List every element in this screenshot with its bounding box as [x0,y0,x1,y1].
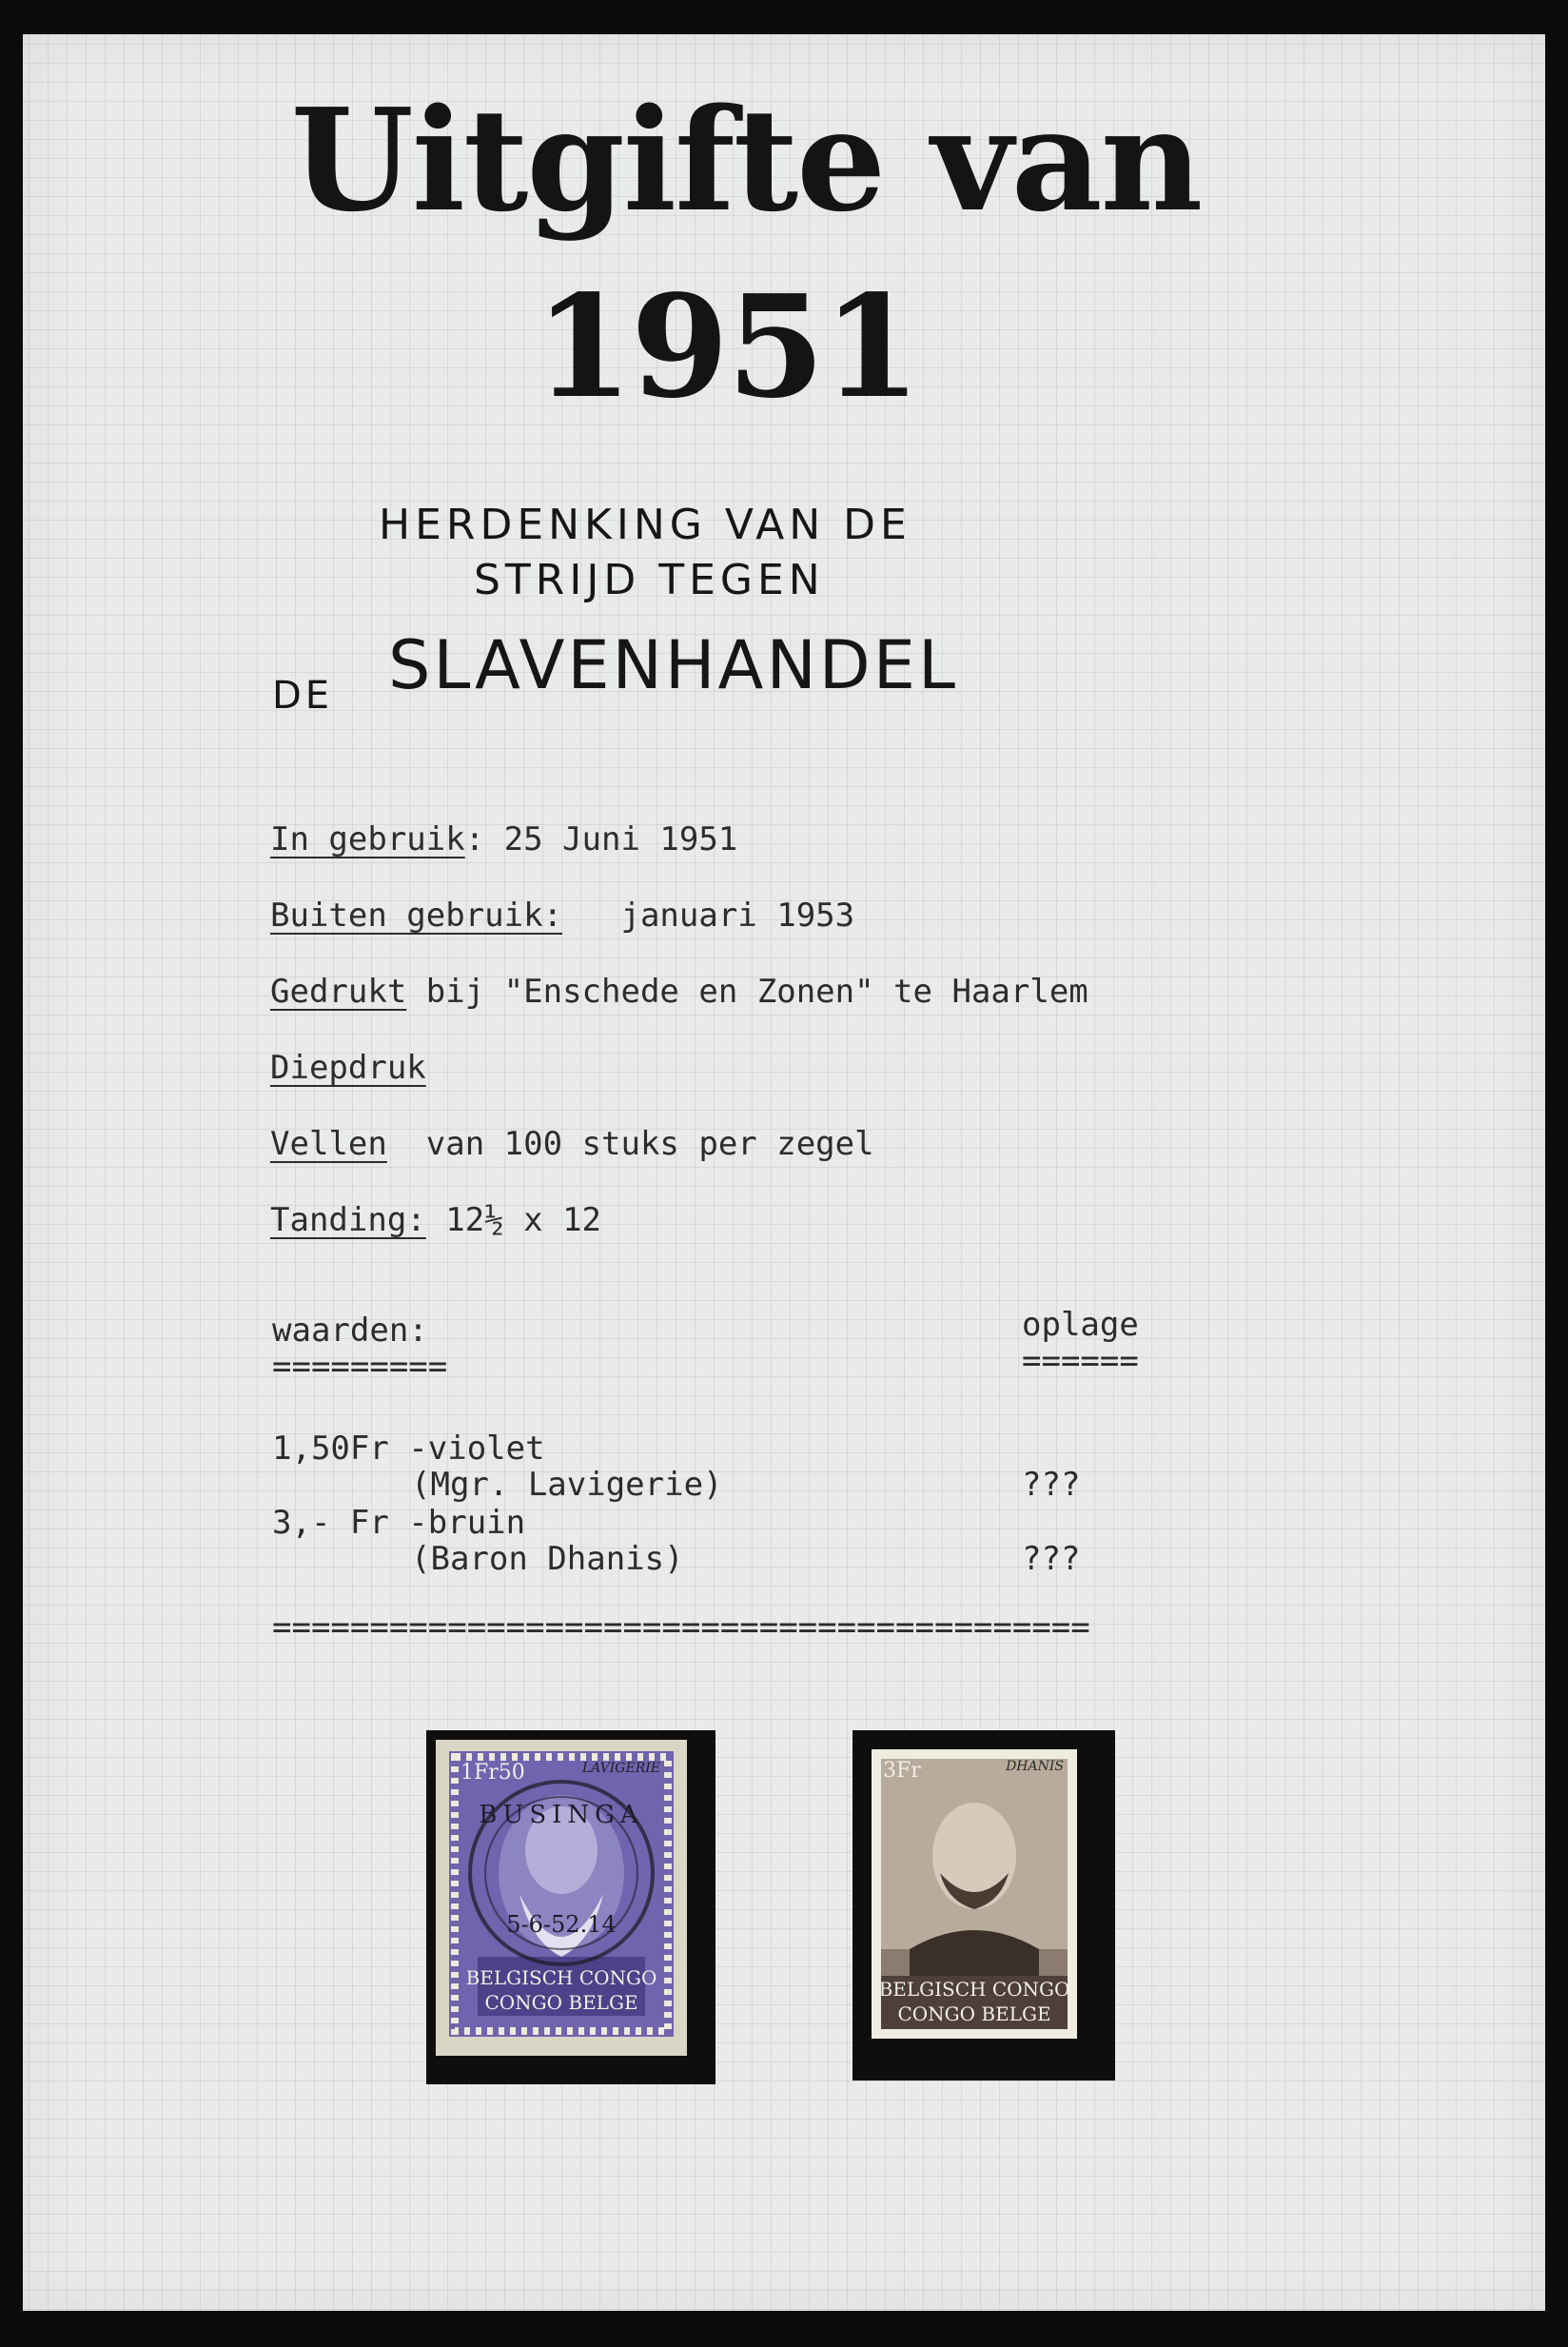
values-header-underline: ========= [272,1348,448,1386]
stamp-dhanis [872,1749,1077,2039]
postmark-town: BUSINGA [479,1801,644,1829]
value-row-2-oplage: ??? [1022,1540,1081,1578]
stamp-denomination: 1Fr50 [461,1761,525,1785]
detail-label: Vellen [270,1125,387,1163]
detail-label: Gedrukt [270,973,407,1011]
detail-value: van 100 stuks per zegel [425,1125,874,1163]
album-page [23,34,1545,2311]
detail-label: Tanding: [270,1201,426,1239]
stamp-mount-dhanis [853,1730,1115,2081]
value-row-1-subject: (Mgr. Lavigerie) [411,1466,723,1504]
section-divider: ========================================== [272,1608,1090,1647]
value-row-2-denomination: 3,- Fr -bruin [272,1504,526,1542]
value-row-1-denomination: 1,50Fr -violet [272,1430,545,1468]
values-header: waarden: [272,1312,428,1350]
stamp-portrait-name: DHANIS [1006,1759,1064,1774]
page-title-line1: Uitgifte van [290,77,1202,243]
subtitle-line1: HERDENKING VAN DE [379,501,911,549]
subtitle-line2: STRIJD TEGEN [474,556,825,604]
detail-buiten-gebruik [270,897,854,935]
value-row-2-subject: (Baron Dhanis) [411,1540,684,1578]
detail-label: Buiten gebruik: [270,897,563,935]
detail-diepdruk [270,1049,426,1087]
stamp-portrait-name: LAVIGERIE [581,1761,660,1776]
stamp-country-line2: CONGO BELGE [484,1991,638,2014]
detail-value: : 25 Juni 1951 [464,820,738,858]
stamp-lavigerie [449,1751,674,2037]
stamp-mount-lavigerie [426,1730,715,2084]
oplage-header: oplage [1022,1306,1139,1344]
stamp-country-line1: BELGISCH CONGO [465,1966,657,1989]
detail-vellen [270,1125,874,1163]
detail-label: Diepdruk [270,1049,426,1087]
subtitle-line3-small: DE [272,674,334,718]
page-title-year: 1951 [535,264,919,429]
stamp-denomination: 3Fr [883,1759,921,1783]
detail-value: bij "Enschede en Zonen" te Haarlem [425,973,1088,1011]
value-row-1-oplage: ??? [1022,1466,1081,1504]
subtitle-line3-big: SLAVENHANDEL [388,626,958,704]
detail-label: In gebruik [270,820,465,858]
detail-value: januari 1953 [620,897,855,935]
stamp-country-line1: BELGISCH CONGO [878,1978,1070,2001]
detail-gedrukt [270,973,1088,1011]
detail-value: 12½ x 12 [445,1201,602,1239]
oplage-header-underline: ====== [1022,1342,1139,1380]
detail-tanding [270,1201,601,1239]
stamp-country-line2: CONGO BELGE [897,2002,1051,2025]
detail-in-gebruik [270,820,737,858]
postmark-date: 5-6-52.14 [506,1911,617,1938]
